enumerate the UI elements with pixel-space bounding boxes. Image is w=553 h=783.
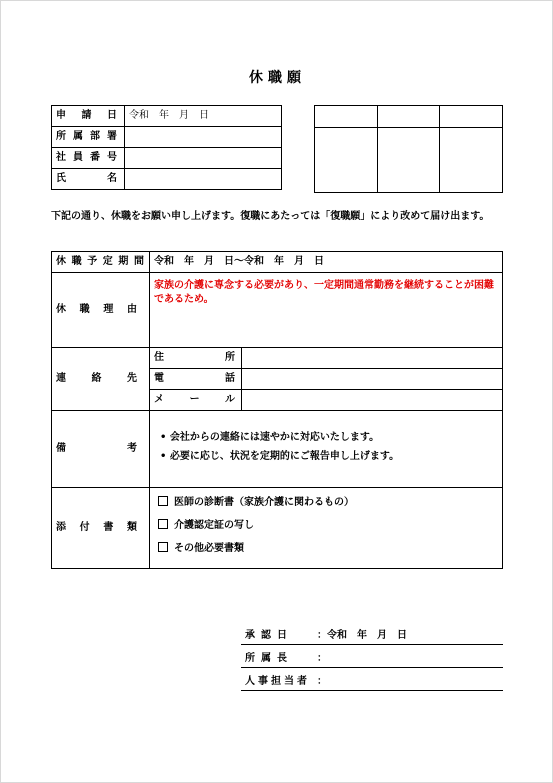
- attachments-label: 添付書類: [52, 488, 150, 569]
- approval-date-label: 承認日: [245, 630, 293, 641]
- date-field[interactable]: 令和 年 月 日: [125, 106, 282, 127]
- stamp-body-row: [315, 128, 503, 193]
- stamp-header-row: [315, 106, 503, 128]
- approval-date-value: ：令和 年 月 日: [317, 630, 407, 641]
- attachments-field: [150, 488, 503, 569]
- reason-field[interactable]: 家族の介護に専念する必要があり、一定期間通常勤務を継続することが困難であるため。: [150, 273, 503, 348]
- stamp-header-cell: [440, 106, 503, 128]
- reason-row: [52, 273, 503, 348]
- stamp-header-cell: [315, 106, 378, 128]
- hr-value: ：: [317, 676, 327, 687]
- phone-label: 電話: [150, 369, 242, 390]
- email-label: メール: [150, 390, 242, 411]
- department-label: 所属部署: [52, 127, 125, 148]
- table-row: [52, 148, 282, 169]
- email-field[interactable]: [242, 390, 503, 411]
- attachment-item[interactable]: [158, 542, 498, 554]
- attachment-item[interactable]: [158, 496, 498, 508]
- manager-value: ：: [317, 653, 327, 664]
- checkbox-icon[interactable]: [158, 542, 168, 552]
- attachment-item[interactable]: [158, 519, 498, 531]
- date-label: 申請日: [52, 106, 125, 127]
- attachment-item-text: 医師の診断書（家族介護に関わるもの）: [174, 496, 354, 508]
- period-field[interactable]: 令和 年 月 日～令和 年 月 日: [150, 252, 503, 273]
- hr-line[interactable]: [241, 674, 503, 691]
- contact-row: [52, 348, 503, 369]
- stamp-cell[interactable]: [315, 128, 378, 193]
- leave-details-table: [51, 251, 503, 569]
- name-field[interactable]: [125, 169, 282, 190]
- hr-label: 人事担当者: [245, 676, 310, 687]
- attachment-item-text: 介護認定証の写し: [174, 519, 254, 531]
- applicant-table: [51, 105, 282, 190]
- remarks-item: • 必要に応じ、状況を定期的にご報告申し上げます。: [160, 451, 400, 462]
- name-label: 氏名: [52, 169, 125, 190]
- checkbox-icon[interactable]: [158, 519, 168, 529]
- attachments-row: [52, 488, 503, 569]
- remarks-label: 備考: [52, 411, 150, 488]
- attachment-item-text: その他必要書類: [174, 542, 244, 554]
- remarks-item: • 会社からの連絡には速やかに対応いたします。: [160, 432, 380, 443]
- remarks-row: [52, 411, 503, 488]
- checkbox-icon[interactable]: [158, 496, 168, 506]
- employee-number-label: 社員番号: [52, 148, 125, 169]
- approval-date-line[interactable]: [241, 628, 503, 645]
- employee-number-field[interactable]: [125, 148, 282, 169]
- table-row: [52, 127, 282, 148]
- remarks-item-text: 必要に応じ、状況を定期的にご報告申し上げます。: [169, 451, 400, 462]
- stamp-header-cell: [377, 106, 440, 128]
- manager-line[interactable]: [241, 651, 503, 668]
- notice-text: 下記の通り、休職をお願い申し上げます。復職にあたっては「復職願」により改めて届け出ます。: [51, 211, 490, 222]
- contact-label: 連絡先: [52, 348, 150, 411]
- remarks-item-text: 会社からの連絡には速やかに対応いたします。: [169, 432, 380, 443]
- phone-field[interactable]: [242, 369, 503, 390]
- remarks-field[interactable]: [150, 411, 503, 488]
- stamp-cell[interactable]: [440, 128, 503, 193]
- address-label: 住所: [150, 348, 242, 369]
- table-row: [52, 106, 282, 127]
- department-field[interactable]: [125, 127, 282, 148]
- reason-label: 休職理由: [52, 273, 150, 348]
- document-title: 休職願: [249, 70, 306, 86]
- table-row: [52, 169, 282, 190]
- stamp-cell[interactable]: [377, 128, 440, 193]
- period-label: 休職予定期間: [52, 252, 150, 273]
- manager-label: 所属長: [245, 653, 293, 664]
- stamp-table: [314, 105, 503, 193]
- address-field[interactable]: [242, 348, 503, 369]
- period-row: [52, 252, 503, 273]
